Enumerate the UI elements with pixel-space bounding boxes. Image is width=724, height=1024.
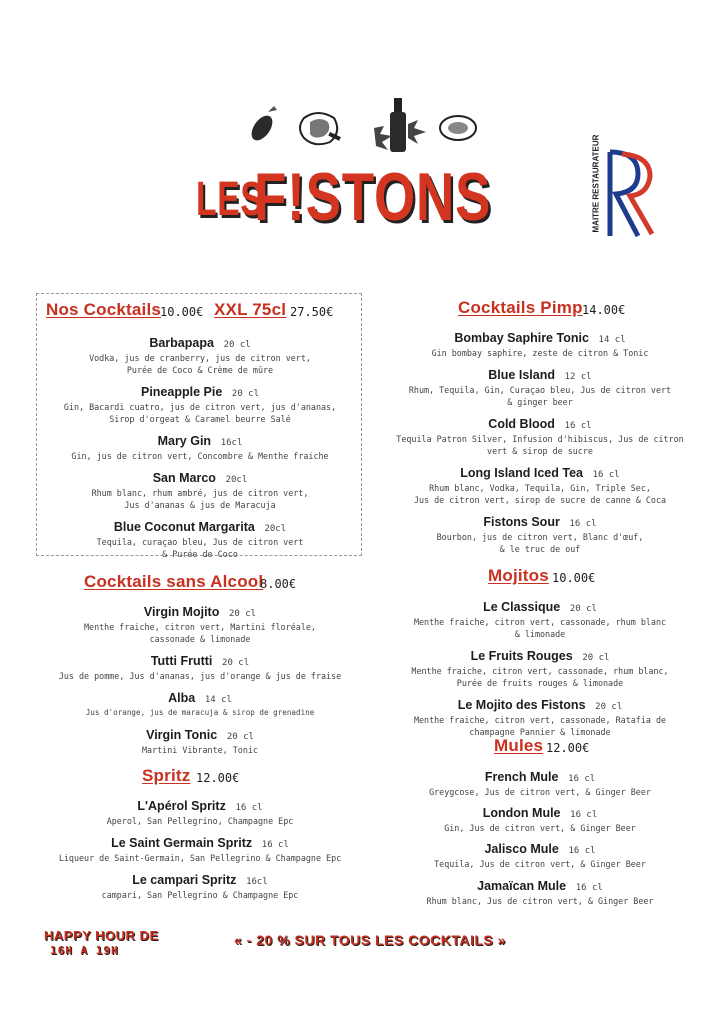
menu-item <box>30 724 370 756</box>
item-name: L'Apérol Spritz <box>137 799 226 813</box>
menu-item <box>30 687 370 719</box>
item-volume: 16 cl <box>592 470 620 480</box>
item-name: Le Fruits Rouges <box>470 649 573 663</box>
pimp-title: Cocktails Pimp <box>458 298 583 317</box>
item-volume: 20 cl <box>231 389 259 399</box>
item-desc: Greygcose, Jus de citron vert, & Ginger Beer <box>429 787 651 797</box>
item-name: Blue Coconut Margarita <box>113 520 255 534</box>
maitre-restaurateur-badge <box>586 134 658 242</box>
cocktails-price: 10.00€ <box>160 305 204 319</box>
item-name: Cold Blood <box>488 417 555 431</box>
item-volume: 16 cl <box>235 803 263 813</box>
item-name: Jalisco Mule <box>484 842 559 856</box>
menu-item <box>380 364 700 408</box>
item-desc: Rhum, Tequila, Gin, Curaçao bleu, Jus de citron vert <box>408 385 672 395</box>
item-volume: 16 cl <box>575 883 603 893</box>
menu-item <box>30 795 370 827</box>
item-name: Virgin Mojito <box>143 605 220 619</box>
item-name: Tutti Frutti <box>150 654 213 668</box>
item-desc: Jus d'orange, jus de maracuja & sirop de grenadine <box>85 708 315 717</box>
menu-item <box>40 516 360 560</box>
menu-item <box>380 596 700 640</box>
menu-item <box>30 869 370 901</box>
happy-hour-title: HAPPY HOUR DE <box>44 928 159 943</box>
item-desc: & le truc de ouf <box>499 544 581 554</box>
item-desc: Jus de pomme, Jus d'ananas, jus d'orange & jus de fraise <box>58 671 342 681</box>
item-volume: 14 cl <box>598 335 626 345</box>
item-name: Alba <box>168 691 196 705</box>
menu-item <box>380 875 700 907</box>
item-volume: 16 cl <box>569 519 597 529</box>
item-volume: 20 cl <box>223 340 251 350</box>
item-volume: 16cl <box>220 438 243 448</box>
item-volume: 20cl <box>264 524 287 534</box>
item-name: Mary Gin <box>157 434 212 448</box>
menu-item <box>380 462 700 506</box>
xxl-price: 27.50€ <box>290 305 334 319</box>
item-desc: Bourbon, jus de citron vert, Blanc d'œuf, <box>436 532 644 542</box>
item-desc: Rhum blanc, Jus de citron vert, & Ginger Beer <box>426 896 654 906</box>
mojitos-price: 10.00€ <box>552 571 596 585</box>
logo-fistons: F!STONS <box>254 159 492 235</box>
sans-alcool-title: Cocktails sans Alcool <box>84 572 264 591</box>
item-volume: 16cl <box>246 877 268 887</box>
item-name: Le Classique <box>483 600 561 614</box>
mules-price: 12.00€ <box>546 741 590 755</box>
steak-icon <box>300 113 341 144</box>
menu-item <box>40 381 360 425</box>
item-name: French Mule <box>484 770 559 784</box>
item-desc: Menthe fraiche, citron vert, cassonade, rhum blanc <box>413 617 667 627</box>
item-desc: Tequila, Jus de citron vert, & Ginger Beer <box>434 859 646 869</box>
menu-item <box>40 430 360 462</box>
item-volume: 20cl <box>225 475 248 485</box>
menu-item <box>380 413 700 457</box>
bottle-icon <box>374 98 426 152</box>
item-desc: cassonade & limonade <box>149 634 251 644</box>
eggplant-icon <box>248 106 277 144</box>
item-desc: Menthe fraiche, citron vert, cassonade, Ratafia de <box>413 715 667 725</box>
item-desc: champagne Pannier & limonade <box>469 727 611 737</box>
item-desc: Jus de citron vert, sirop de sucre de canne & Coca <box>413 495 667 505</box>
food-icons <box>248 98 478 158</box>
item-name: Barbapapa <box>149 336 214 350</box>
menu-item <box>40 332 360 376</box>
item-desc: & ginger beer <box>507 397 573 407</box>
sans-alcool-price: 8.00€ <box>260 577 297 591</box>
item-volume: 16 cl <box>568 846 596 856</box>
menu-item <box>30 832 370 864</box>
item-name: Le Saint Germain Spritz <box>111 836 253 850</box>
happy-hour-promo: « - 20 % SUR TOUS LES COCKTAILS » <box>234 932 506 948</box>
item-desc: Vodka, jus de cranberry, jus de citron vert, <box>89 353 311 363</box>
item-volume: 16 cl <box>261 840 289 850</box>
item-desc: Menthe fraiche, citron vert, cassonade, rhum blanc, <box>411 666 669 676</box>
item-desc: Gin, Jus de citron vert, & Ginger Beer <box>444 823 636 833</box>
xxl-title: XXL 75cl <box>214 300 287 319</box>
item-desc: Tequila Patron Silver, Infusion d'hibiscus, Jus de citron <box>396 434 684 444</box>
mules-title: Mules <box>494 736 544 755</box>
item-desc: Purée de fruits rouges & limonade <box>456 678 624 688</box>
item-volume: 12 cl <box>564 372 592 382</box>
item-name: Bombay Saphire Tonic <box>454 331 589 345</box>
oyster-icon <box>440 116 476 140</box>
menu-item <box>380 645 700 689</box>
spritz-price: 12.00€ <box>196 771 240 785</box>
item-volume: 16 cl <box>568 774 596 784</box>
menu-item <box>380 802 700 834</box>
menu-item <box>380 766 700 798</box>
item-volume: 16 cl <box>564 421 592 431</box>
item-name: Long Island Iced Tea <box>460 466 583 480</box>
menu-item <box>380 327 700 359</box>
r-monogram-icon <box>604 146 658 242</box>
item-desc: & Purée de Coco <box>162 549 238 559</box>
item-volume: 20 cl <box>595 702 623 712</box>
menu-item <box>380 694 700 738</box>
item-desc: Liqueur de Saint-Germain, San Pellegrino & Champagne Epc <box>58 853 342 863</box>
item-desc: Rhum blanc, Vodka, Tequila, Gin, Triple Sec, <box>429 483 651 493</box>
item-desc: Tequila, curaçao bleu, Jus de citron vert <box>96 537 304 547</box>
mojitos-title: Mojitos <box>488 566 549 585</box>
happy-hour-time: 16H A 19H <box>50 944 119 957</box>
item-desc: Jus d'ananas & jus de Maracuja <box>124 500 276 510</box>
item-name: Fistons Sour <box>483 515 560 529</box>
item-volume: 20 cl <box>569 604 597 614</box>
item-volume: 20 cl <box>229 609 257 619</box>
cocktails-title: Nos Cocktails <box>46 300 162 319</box>
item-desc: Gin bombay saphire, zeste de citron & Tonic <box>431 348 649 358</box>
item-desc: Rhum blanc, rhum ambré, jus de citron vert, <box>91 488 309 498</box>
item-name: Le campari Spritz <box>132 873 237 887</box>
menu-item <box>380 511 700 555</box>
spritz-title: Spritz <box>142 766 191 785</box>
item-desc: campari, San Pellegrino & Champagne Epc <box>101 890 299 900</box>
brand-logo <box>196 160 536 240</box>
item-desc: Gin, Bacardi cuatro, jus de citron vert, jus d'ananas, <box>63 402 337 412</box>
item-desc: & limonade <box>514 629 566 639</box>
item-desc: Gin, jus de citron vert, Concombre & Menthe fraiche <box>71 451 329 461</box>
item-desc: Sirop d'orgeat & Caramel beurre Salé <box>109 414 291 424</box>
item-name: Virgin Tonic <box>146 728 218 742</box>
item-desc: Martini Vibrante, Tonic <box>142 745 258 755</box>
item-name: Pineapple Pie <box>140 385 223 399</box>
logo-les: LES <box>196 173 264 226</box>
maitre-restaurateur-text: MAITRE RESTAURATEUR <box>591 134 601 233</box>
item-desc: Menthe fraiche, citron vert, Martini floréale, <box>84 622 316 632</box>
item-name: London Mule <box>482 806 561 820</box>
item-volume: 14 cl <box>204 695 232 705</box>
item-name: Le Mojito des Fistons <box>457 698 586 712</box>
pimp-price: 14.00€ <box>582 303 626 317</box>
item-volume: 20 cl <box>582 653 610 663</box>
menu-item <box>380 838 700 870</box>
item-volume: 20 cl <box>226 732 254 742</box>
menu-item <box>30 601 370 645</box>
item-volume: 16 cl <box>570 810 598 820</box>
menu-item <box>30 650 370 682</box>
item-volume: 20 cl <box>222 658 250 668</box>
item-name: San Marco <box>152 471 216 485</box>
item-desc: vert & sirop de sucre <box>487 446 593 456</box>
item-desc: Purée de Coco & Crème de mûre <box>126 365 274 375</box>
item-desc: Aperol, San Pellegrino, Champagne Epc <box>106 816 294 826</box>
item-name: Blue Island <box>488 368 555 382</box>
menu-item <box>40 467 360 511</box>
item-name: Jamaïcan Mule <box>477 879 567 893</box>
